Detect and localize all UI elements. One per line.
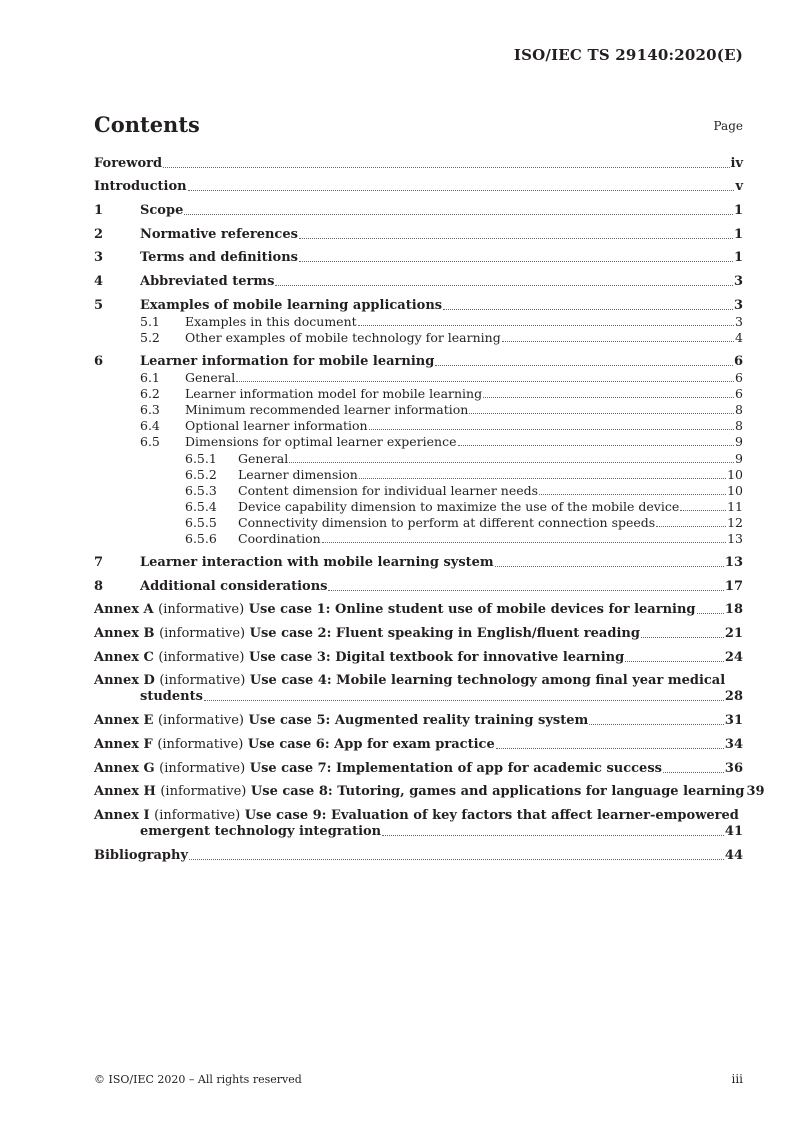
toc-entry-page: 11 [727, 499, 743, 514]
footer-copyright: © ISO/IEC 2020 – All rights reserved [94, 1073, 302, 1086]
annex-title-continued: emergent technology integration [140, 824, 382, 839]
toc-entry-title: General [185, 370, 236, 385]
toc-annex-b[interactable] [94, 626, 743, 641]
toc-entry-6-5-5[interactable] [185, 515, 743, 530]
toc-entry-page: 3 [735, 314, 743, 329]
toc-annex-f[interactable] [94, 737, 743, 752]
toc-entry-page: 44 [724, 848, 743, 863]
leader-dots [641, 636, 724, 638]
toc-entry-title: Device capability dimension to maximize the use of the mobile device [238, 499, 680, 514]
toc-entry-6-4[interactable] [140, 418, 743, 433]
toc-entry-title: Optional learner information [185, 418, 368, 433]
leader-dots [163, 166, 729, 168]
toc-entry-page: 34 [724, 737, 743, 752]
toc-entry-6-5-2[interactable] [185, 467, 743, 482]
toc-entry-examples-applications[interactable] [94, 298, 743, 313]
toc-entry-number: 8 [94, 579, 104, 594]
annex-title: Use case 9: Evaluation of key factors that affect learner-empowered [244, 808, 739, 823]
toc-annex-i-first-line[interactable] [94, 808, 739, 823]
toc-entry-number: 6 [94, 354, 104, 369]
toc-entry-title: Foreword [94, 156, 163, 171]
toc-entry-number: 5 [94, 298, 104, 313]
leader-dots [359, 477, 726, 479]
toc-annex-g[interactable] [94, 761, 743, 776]
toc-annex-i[interactable] [140, 824, 743, 839]
annex-title: Use case 4: Mobile learning technology among final year medical [249, 673, 726, 688]
annex-title: Use case 5: Augmented reality training system [248, 713, 589, 728]
toc-entry-6-5-1[interactable] [185, 451, 743, 466]
toc-entry-number: 6.5.2 [185, 467, 217, 482]
toc-entry-learner-information[interactable] [94, 354, 743, 369]
leader-dots [299, 237, 733, 239]
toc-entry-terms-definitions[interactable] [94, 250, 743, 265]
doc-id: ISO/IEC TS 29140:2020(E) [513, 46, 743, 64]
toc-entry-title: Connectivity dimension to perform at different connection speeds [238, 515, 656, 530]
toc-entry-number: 6.5.6 [185, 531, 217, 546]
toc-entry-title: Minimum recommended learner information [185, 402, 469, 417]
toc-entry-number: 6.1 [140, 370, 160, 385]
toc-entry-number: 6.4 [140, 418, 160, 433]
toc-entry-title: Content dimension for individual learner needs [238, 483, 539, 498]
toc-entry-page: 6 [735, 370, 743, 385]
toc-entry-number: 5.2 [140, 330, 160, 345]
toc-entry-number: 6.5.5 [185, 515, 217, 530]
toc-entry-6-2[interactable] [140, 386, 743, 401]
toc-entry-number: 6.5.4 [185, 499, 217, 514]
toc-annex-a[interactable] [94, 602, 743, 617]
leader-dots [188, 189, 735, 191]
toc-entry-foreword[interactable] [94, 156, 743, 171]
toc-annex-d-first-line[interactable] [94, 673, 725, 688]
toc-entry-title: Examples in this document [185, 314, 357, 329]
annex-informative: (informative) [160, 784, 247, 799]
toc-entry-number: 1 [94, 203, 104, 218]
leader-dots [299, 260, 733, 262]
toc-entry-6-1[interactable] [140, 370, 743, 385]
toc-entry-bibliography[interactable] [94, 848, 743, 863]
leader-dots [204, 699, 724, 701]
toc-entry-title: Bibliography [94, 848, 189, 863]
leader-dots [496, 747, 724, 749]
leader-dots [697, 612, 724, 614]
annex-label: Annex E [94, 713, 154, 728]
leader-dots [458, 444, 735, 446]
leader-dots [483, 396, 734, 398]
toc-entry-title: Learner dimension [238, 467, 358, 482]
leader-dots [369, 428, 734, 430]
annex-title-continued: students [140, 689, 203, 704]
toc-entry-page: 12 [727, 515, 743, 530]
toc-entry-title: Dimensions for optimal learner experience [185, 434, 457, 449]
toc-entry-page: 3 [733, 298, 743, 313]
toc-entry-6-5[interactable] [140, 434, 743, 449]
toc-entry-page: 1 [733, 227, 743, 242]
annex-label: Annex H [94, 784, 156, 799]
toc-entry-page: 9 [735, 451, 743, 466]
toc-entry-page: 31 [724, 713, 743, 728]
leader-dots [625, 660, 724, 662]
leader-dots [322, 541, 726, 543]
annex-title: Use case 7: Implementation of app for academic success [249, 761, 662, 776]
leader-dots [656, 525, 726, 527]
annex-informative: (informative) [158, 602, 245, 617]
toc-entry-page: 10 [727, 483, 743, 498]
leader-dots [680, 509, 726, 511]
toc-entry-page: 3 [733, 274, 743, 289]
toc-annex-h[interactable] [94, 784, 765, 799]
toc-entry-page: 17 [724, 579, 743, 594]
toc-entry-number: 6.3 [140, 402, 160, 417]
toc-entry-page: 41 [724, 824, 743, 839]
toc-entry-page: 24 [724, 650, 743, 665]
toc-entry-page: 8 [735, 402, 743, 417]
annex-informative: (informative) [158, 650, 245, 665]
toc-entry-title: Coordination [238, 531, 321, 546]
toc-entry-page: 10 [727, 467, 743, 482]
toc-entry-page: 6 [735, 386, 743, 401]
leader-dots [184, 213, 733, 215]
leader-dots [469, 412, 734, 414]
page-column-label: Page [713, 119, 743, 133]
toc-entry-number: 4 [94, 274, 104, 289]
toc-entry-number: 3 [94, 250, 104, 265]
toc-entry-number: 6.5.1 [185, 451, 217, 466]
leader-dots [589, 723, 724, 725]
annex-label: Annex G [94, 761, 155, 776]
toc-entry-5-1[interactable] [140, 314, 743, 329]
annex-label: Annex A [94, 602, 154, 617]
annex-title: Use case 6: App for exam practice [247, 737, 495, 752]
toc-entry-title: Examples of mobile learning applications [140, 298, 443, 313]
toc-entry-page: 21 [724, 626, 743, 641]
toc-entry-page: 9 [735, 434, 743, 449]
toc-entry-title: General [238, 451, 289, 466]
contents-title: Contents [94, 112, 200, 137]
toc-entry-title: Abbreviated terms [140, 274, 275, 289]
leader-dots [328, 589, 723, 591]
toc-entry-additional-considerations[interactable] [94, 579, 743, 594]
toc-entry-title: Introduction [94, 179, 187, 194]
toc-entry-page: 13 [727, 531, 743, 546]
toc-annex-e[interactable] [94, 713, 743, 728]
toc-entry-number: 5.1 [140, 314, 160, 329]
toc-entry-page: 39 [746, 784, 765, 799]
toc-entry-page: 28 [724, 689, 743, 704]
annex-label: Annex I [94, 808, 150, 823]
leader-dots [358, 324, 734, 326]
toc-entry-title: Learner information for mobile learning [140, 354, 435, 369]
toc-entry-page: v [735, 179, 743, 194]
annex-informative: (informative) [157, 713, 245, 728]
leader-dots [495, 565, 724, 567]
leader-dots [435, 364, 733, 366]
toc-entry-number: 2 [94, 227, 104, 242]
toc-entry-number: 6.2 [140, 386, 160, 401]
toc-entry-learner-interaction[interactable] [94, 555, 743, 570]
annex-label: Annex D [94, 673, 155, 688]
toc-entry-page: iv [730, 156, 743, 171]
annex-informative: (informative) [159, 626, 246, 641]
toc-entry-page: 4 [735, 330, 743, 345]
leader-dots [275, 284, 733, 286]
leader-dots [539, 493, 726, 495]
toc-entry-title: Other examples of mobile technology for learning [185, 330, 501, 345]
toc-entry-5-2[interactable] [140, 330, 743, 345]
toc-entry-page: 1 [733, 203, 743, 218]
annex-informative: (informative) [159, 761, 246, 776]
toc-entry-number: 6.5.3 [185, 483, 217, 498]
annex-label: Annex F [94, 737, 153, 752]
annex-title: Use case 3: Digital textbook for innovative learning [248, 650, 625, 665]
leader-dots [189, 858, 724, 860]
toc-annex-d[interactable] [140, 689, 743, 704]
toc-entry-title: Normative references [140, 227, 298, 242]
leader-dots [236, 380, 734, 382]
leader-dots [289, 461, 734, 463]
toc-entry-6-3[interactable] [140, 402, 743, 417]
toc-entry-6-5-6[interactable] [185, 531, 743, 546]
annex-title: Use case 2: Fluent speaking in English/fluent reading [249, 626, 640, 641]
toc-entry-scope[interactable] [94, 203, 743, 218]
toc-annex-c[interactable] [94, 650, 743, 665]
toc-entry-6-5-3[interactable] [185, 483, 743, 498]
toc-entry-page: 8 [735, 418, 743, 433]
toc-entry-page: 1 [733, 250, 743, 265]
toc-entry-title: Terms and definitions [140, 250, 298, 265]
leader-dots [663, 771, 724, 773]
toc-entry-page: 36 [724, 761, 743, 776]
toc-entry-6-5-4[interactable] [185, 499, 743, 514]
toc-entry-title: Learner interaction with mobile learning system [140, 555, 494, 570]
annex-label: Annex C [94, 650, 154, 665]
leader-dots [443, 308, 733, 310]
annex-informative: (informative) [157, 737, 244, 752]
toc-entry-normative-references[interactable] [94, 227, 743, 242]
toc-entry-title: Scope [140, 203, 184, 218]
toc-entry-number: 7 [94, 555, 104, 570]
toc-entry-title: Additional considerations [140, 579, 328, 594]
footer-page-number: iii [731, 1072, 743, 1086]
toc-entry-page: 13 [724, 555, 743, 570]
annex-title: Use case 8: Tutoring, games and applications for language learning [250, 784, 745, 799]
toc-entry-introduction[interactable] [94, 179, 743, 194]
toc-entry-number: 6.5 [140, 434, 160, 449]
annex-informative: (informative) [154, 808, 241, 823]
leader-dots [502, 340, 734, 342]
toc-entry-abbreviated-terms[interactable] [94, 274, 743, 289]
annex-title: Use case 1: Online student use of mobile devices for learning [248, 602, 696, 617]
annex-informative: (informative) [159, 673, 246, 688]
leader-dots [382, 834, 724, 836]
annex-label: Annex B [94, 626, 155, 641]
toc-entry-page: 18 [724, 602, 743, 617]
toc-entry-page: 6 [733, 354, 743, 369]
toc-entry-title: Learner information model for mobile learning [185, 386, 483, 401]
